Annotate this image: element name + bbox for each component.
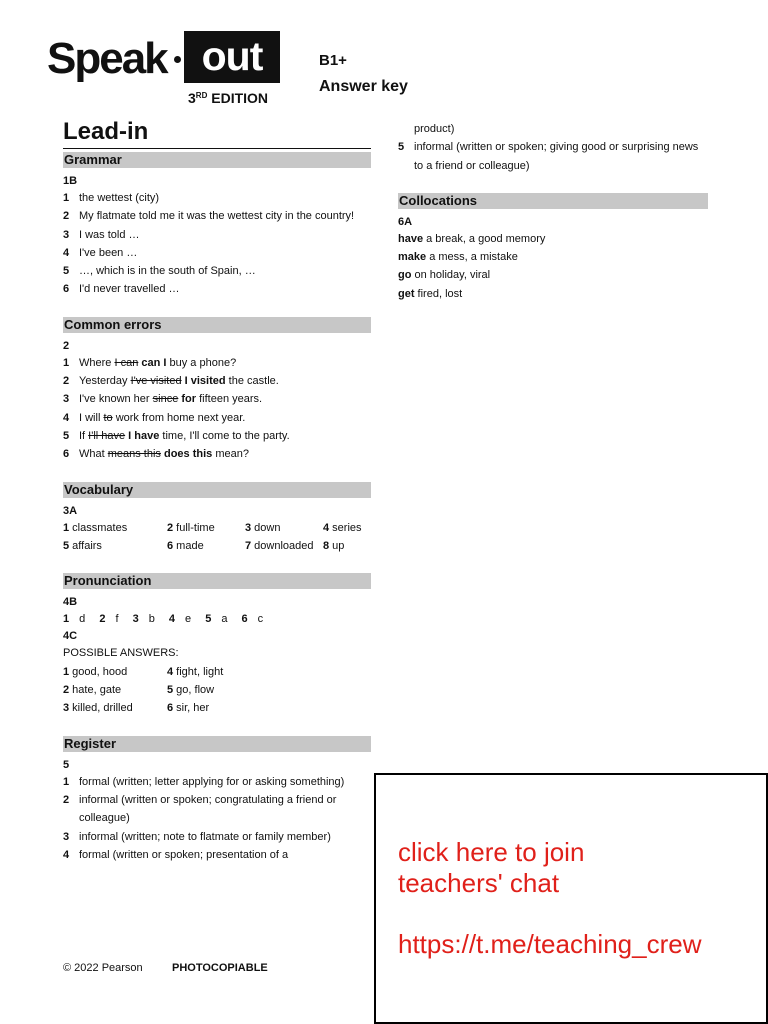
answer-cell: 6 made bbox=[167, 539, 204, 552]
answer-cell: 3 down bbox=[245, 521, 281, 534]
answer-cell: 4 fight, light bbox=[167, 665, 224, 678]
list-item: 6 I'd never travelled … bbox=[63, 283, 180, 296]
answer-cell: 2 f bbox=[99, 613, 119, 626]
list-item: 3 I was told … bbox=[63, 228, 140, 241]
left-column bbox=[63, 118, 371, 864]
collocation-row: go on holiday, viral bbox=[398, 269, 491, 282]
logo-out-text: out bbox=[184, 31, 280, 83]
answer-cell: 4 series bbox=[323, 521, 362, 534]
answer-cell: 2 full-time bbox=[167, 521, 215, 534]
chat-url-link[interactable]: https://t.me/teaching_crew bbox=[398, 929, 702, 959]
exercise-number: 4C bbox=[63, 630, 78, 643]
vocabulary-answers bbox=[63, 519, 371, 556]
exercise-number: 1B bbox=[63, 175, 78, 187]
list-item: 2 Yesterday I've visited I visited the castle. bbox=[63, 375, 279, 388]
list-item: 2 informal (written or spoken; congratulating a friend or colleague) bbox=[63, 793, 337, 825]
section-heading-register: Register bbox=[63, 736, 371, 752]
pronunciation-answers-4c bbox=[63, 663, 371, 718]
list-item: 4 I've been … bbox=[63, 246, 138, 259]
exercise-number: 4B bbox=[63, 596, 78, 609]
document-title: Answer key bbox=[319, 78, 408, 95]
answer-cell: 8 up bbox=[323, 539, 345, 552]
list-item: 1 Where I can can I buy a phone? bbox=[63, 356, 237, 369]
join-chat-line2[interactable]: teachers' chat bbox=[398, 868, 560, 898]
register-list bbox=[63, 773, 371, 864]
footer-copyright: © 2022 Pearson bbox=[63, 962, 143, 974]
list-item: 1 the wettest (city) bbox=[63, 192, 160, 204]
section-heading-pronunciation: Pronunciation bbox=[63, 573, 371, 589]
answer-cell: 1 classmates bbox=[63, 521, 128, 534]
answer-cell: 1 good, hood bbox=[63, 665, 128, 678]
list-item: 5 …, which is in the south of Spain, … bbox=[63, 265, 256, 278]
list-item: 5 informal (written or spoken; giving good or surprising news to a friend or colleague) bbox=[398, 141, 699, 172]
collocation-row: get fired, lost bbox=[398, 287, 463, 300]
list-item: 6 What means this does this mean? bbox=[63, 448, 249, 461]
join-chat-line1[interactable]: click here to join bbox=[398, 837, 585, 867]
answer-cell: 5 affairs bbox=[63, 539, 102, 552]
answer-cell: 1 d bbox=[63, 613, 86, 626]
answer-cell: 5 a bbox=[205, 613, 228, 626]
collocations-list bbox=[398, 230, 708, 303]
logo-dot bbox=[174, 56, 181, 63]
right-column bbox=[398, 120, 708, 303]
possible-answers-label: POSSIBLE ANSWERS: bbox=[63, 647, 179, 660]
exercise-number: 3A bbox=[63, 504, 78, 517]
join-chat-link[interactable] bbox=[398, 837, 584, 899]
section-heading-common-errors: Common errors bbox=[63, 317, 371, 333]
answer-cell: 3 killed, drilled bbox=[63, 702, 133, 715]
grammar-list bbox=[63, 189, 371, 299]
unit-title: Lead-in bbox=[63, 118, 371, 149]
list-item: 4 I will to work from home next year. bbox=[63, 411, 246, 424]
footer-photocopiable: PHOTOCOPIABLE bbox=[172, 962, 268, 974]
answer-cell: 6 c bbox=[241, 613, 264, 626]
list-item: 3 I've known her since for fifteen years. bbox=[63, 393, 263, 406]
exercise-number: 6A bbox=[398, 215, 413, 228]
list-item: 1 formal (written; letter applying for or asking something) bbox=[63, 775, 345, 788]
logo-speak-text: Speak bbox=[47, 34, 167, 83]
section-heading-vocabulary: Vocabulary bbox=[63, 482, 371, 498]
pronunciation-answers-4b bbox=[63, 610, 371, 628]
list-item: 2 My flatmate told me it was the wettest city in the country! bbox=[63, 210, 355, 223]
list-item: 5 If I'll have I have time, I'll come to the party. bbox=[63, 429, 290, 442]
logo-edition: 3RD EDITION bbox=[188, 90, 269, 106]
answer-cell: 3 b bbox=[132, 613, 155, 626]
speakout-logo bbox=[47, 30, 282, 110]
answer-cell: 7 downloaded bbox=[245, 539, 314, 552]
level-label: B1+ bbox=[319, 52, 347, 69]
collocation-row: make a mess, a mistake bbox=[398, 251, 518, 264]
join-chat-banner[interactable] bbox=[374, 773, 768, 1024]
answer-cell: 5 go, flow bbox=[167, 684, 215, 697]
list-item: 3 informal (written; note to flatmate or family member) bbox=[63, 830, 331, 843]
exercise-number: 2 bbox=[63, 339, 70, 352]
section-heading-collocations: Collocations bbox=[398, 193, 708, 209]
list-item: 4 formal (written or spoken; presentation of a bbox=[63, 848, 289, 861]
common-errors-list bbox=[63, 354, 371, 464]
section-heading-grammar: Grammar bbox=[63, 152, 371, 168]
answer-cell: 2 hate, gate bbox=[63, 684, 122, 697]
list-item-continued: product) bbox=[414, 123, 455, 135]
exercise-number: 5 bbox=[63, 758, 70, 771]
collocation-row: have a break, a good memory bbox=[398, 232, 546, 245]
answer-cell: 6 sir, her bbox=[167, 702, 210, 715]
answer-cell: 4 e bbox=[168, 613, 192, 626]
